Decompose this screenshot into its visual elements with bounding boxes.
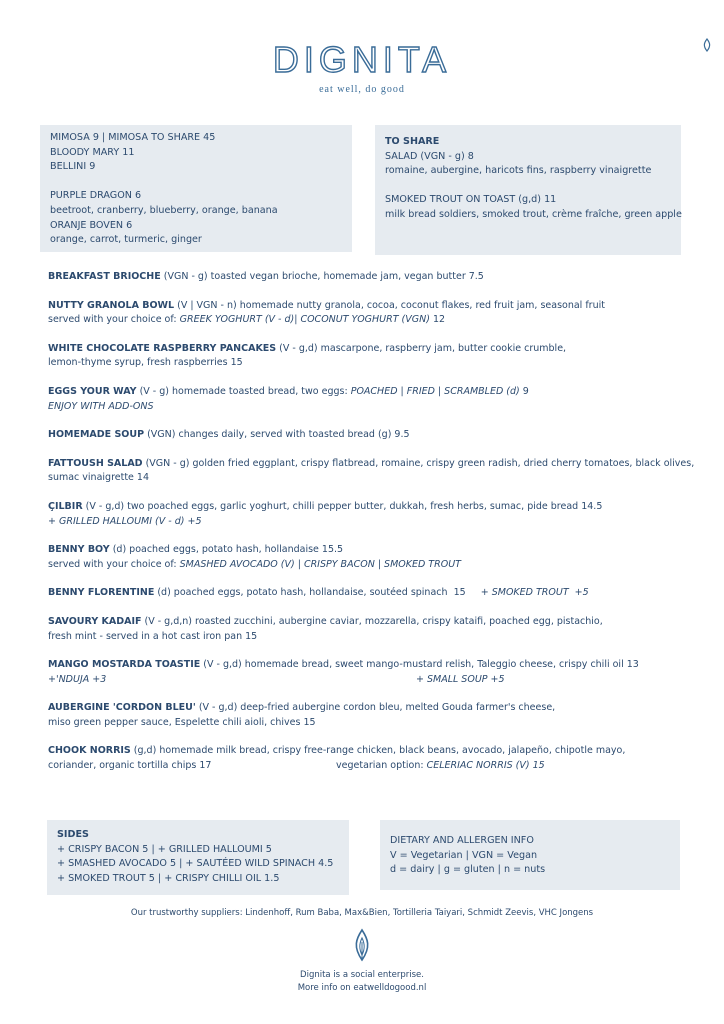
- to-share-line: SMOKED TROUT ON TOAST (g,d) 11: [385, 194, 557, 206]
- dish-name: NUTTY GRANOLA BOWL: [48, 299, 175, 311]
- dish-name: EGGS YOUR WAY: [48, 385, 137, 397]
- menu-item: [48, 701, 698, 730]
- logo-wordmark: DIGNITA: [272, 39, 452, 80]
- sides-title: SIDES: [57, 829, 89, 840]
- dish-name: FATTOUSH SALAD: [48, 457, 143, 469]
- dish-description: (V - g,d) deep-fried aubergine cordon bleu, melted Gouda farmer's cheese,: [195, 702, 556, 714]
- dish-line2: fresh mint - served in a hot cast iron pan 15: [48, 630, 258, 642]
- dish-description: (d) poached eggs, potato hash, hollandaise 15.5: [109, 544, 344, 556]
- dish-description: (VGN - g) toasted vegan brioche, homemade jam, vegan butter 7.5: [160, 271, 484, 282]
- drink-line: BELLINI 9: [50, 161, 96, 173]
- menu-item: [48, 270, 698, 285]
- dish-description: (V - g,d,n) roasted zucchini, aubergine caviar, mozzarella, crispy kataifi, poached egg, pistachio,: [141, 615, 603, 627]
- dish-description: (g,d) homemade milk bread, crispy free-range chicken, black beans, avocado, jalapeño, chipotle mayo,: [130, 745, 626, 757]
- drink-line: beetroot, cranberry, blueberry, orange, banana: [50, 204, 278, 216]
- dish-line2: sumac vinaigrette 14: [48, 472, 150, 484]
- dish-name: MANGO MOSTARDA TOASTIE: [48, 659, 201, 671]
- logo: [0, 38, 724, 95]
- dietary-title: DIETARY AND ALLERGEN INFO: [390, 835, 534, 846]
- footer: [0, 969, 724, 995]
- menu-item: [48, 744, 698, 773]
- dish-addons: +'NDUJA +3: [48, 673, 107, 685]
- dish-description: (d) poached eggs, potato hash, hollandaise, soutéed spinach 15: [154, 587, 481, 599]
- menu-item: [48, 299, 698, 328]
- drinks-box: [40, 125, 352, 252]
- dish-name: BREAKFAST BRIOCHE: [48, 271, 161, 282]
- to-share-box: [375, 125, 681, 255]
- dish-line2: miso green pepper sauce, Espelette chili aioli, chives 15: [48, 716, 316, 728]
- dish-price: 9: [519, 385, 529, 397]
- dietary-line: V = Vegetarian | VGN = Vegan: [390, 849, 538, 861]
- dish-options: GREEK YOGHURT (V - d)| COCONUT YOGHURT (VGN): [179, 314, 430, 326]
- dish-options: POACHED | FRIED | SCRAMBLED (d): [350, 385, 520, 397]
- to-share-line: SALAD (VGN - g) 8: [385, 150, 474, 162]
- menu-item: [48, 586, 698, 601]
- dish-name: WHITE CHOCOLATE RASPBERRY PANCAKES: [48, 342, 277, 354]
- dish-description: (VGN) changes daily, served with toasted bread (g) 9.5: [144, 429, 410, 441]
- drink-line: MIMOSA 9 | MIMOSA TO SHARE 45: [50, 132, 216, 143]
- dish-name: AUBERGINE 'CORDON BLEU': [48, 702, 196, 714]
- dish-description: (V - g,d) mascarpone, raspberry jam, butter cookie crumble,: [276, 342, 567, 354]
- dish-line2: coriander, organic tortilla chips 17: [48, 760, 212, 772]
- footer-line: More info on eatwelldogood.nl: [297, 983, 427, 993]
- vegetarian-option: CELERIAC NORRIS (V) 15: [426, 760, 545, 772]
- drink-line: ORANJE BOVEN 6: [50, 219, 133, 231]
- to-share-line: romaine, aubergine, haricots fins, raspberry vinaigrette: [385, 165, 652, 177]
- drink-line: BLOODY MARY 11: [50, 146, 135, 158]
- footer-line: Dignita is a social enterprise.: [300, 970, 424, 980]
- dish-name: CHOOK NORRIS: [48, 745, 131, 757]
- menu-item: [48, 385, 698, 414]
- dish-name: ÇILBIR: [48, 500, 83, 512]
- dish-line2: lemon-thyme syrup, fresh raspberries 15: [48, 357, 243, 369]
- tagline: eat well, do good: [319, 84, 405, 95]
- dish-addons: + SMOKED TROUT +5: [480, 587, 589, 599]
- dish-name: SAVOURY KADAIF: [48, 615, 142, 627]
- dietary-line: d = dairy | g = gluten | n = nuts: [390, 864, 546, 876]
- side-line: + SMASHED AVOCADO 5 | + SAUTÉED WILD SPINACH 4.5: [57, 858, 334, 870]
- dish-description: (V - g) homemade toasted bread, two eggs:: [136, 385, 351, 397]
- menu-item: [48, 342, 698, 371]
- side-line: + CRISPY BACON 5 | + GRILLED HALLOUMI 5: [57, 843, 272, 855]
- dish-line2: served with your choice of:: [48, 314, 180, 326]
- to-share-title: TO SHARE: [385, 136, 440, 147]
- dish-addons-right: + SMALL SOUP +5: [416, 673, 505, 685]
- menu-item: [48, 428, 698, 443]
- dish-price: 12: [429, 314, 446, 326]
- menu-item: [48, 457, 698, 486]
- vegetarian-option-label: vegetarian option:: [336, 760, 427, 772]
- menu-list: [48, 270, 698, 788]
- menu-item: [48, 500, 698, 529]
- drink-line: orange, carrot, turmeric, ginger: [50, 234, 202, 246]
- to-share-line: milk bread soldiers, smoked trout, crème fraîche, green apple: [385, 208, 682, 220]
- dish-addons: ENJOY WITH ADD-ONS: [48, 400, 154, 412]
- dietary-box: [380, 820, 680, 890]
- dish-description: (VGN - g) golden fried eggplant, crispy flatbread, romaine, crispy green radish, dried cherry tomatoes, black olives,: [142, 457, 695, 469]
- menu-item: [48, 615, 698, 644]
- dish-description: (V - g,d) two poached eggs, garlic yoghurt, chilli pepper butter, dukkah, fresh herbs, sumac, pide bread 14.5: [82, 500, 603, 512]
- dish-description: (V | VGN - n) homemade nutty granola, cocoa, coconut flakes, red fruit jam, seasonal fruit: [174, 299, 605, 311]
- dish-description: (V - g,d) homemade bread, sweet mango-mustard relish, Taleggio cheese, crispy chili oil 13: [200, 659, 639, 671]
- suppliers-text: Our trustworthy suppliers: Lindenhoff, Rum Baba, Max&Bien, Tortilleria Taiyari, Schmidt Zeevis, VHC Jongens: [130, 908, 594, 918]
- dish-line2: served with your choice of:: [48, 558, 180, 570]
- menu-item: [48, 658, 698, 687]
- side-line: + SMOKED TROUT 5 | + CRISPY CHILLI OIL 1.5: [57, 872, 280, 884]
- menu-item: [48, 543, 698, 572]
- drink-line: PURPLE DRAGON 6: [50, 190, 142, 202]
- dish-addons: + GRILLED HALLOUMI (V - d) +5: [48, 515, 202, 527]
- flame-icon: [350, 928, 374, 962]
- dish-name: BENNY FLORENTINE: [48, 587, 155, 599]
- dish-options: SMASHED AVOCADO (V) | CRISPY BACON | SMOKED TROUT: [179, 558, 461, 570]
- flame-logo-icon: [700, 38, 714, 52]
- sides-box: [47, 820, 349, 895]
- dish-name: HOMEMADE SOUP: [48, 429, 145, 441]
- dish-name: BENNY BOY: [48, 544, 110, 556]
